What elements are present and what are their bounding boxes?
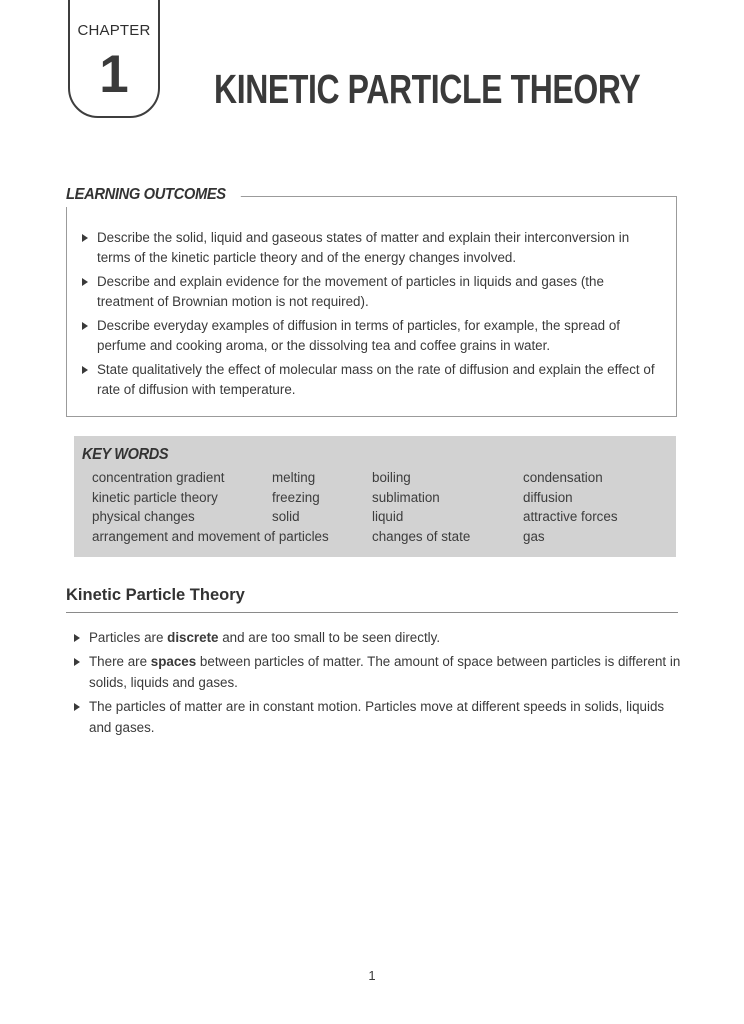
bullet-text-pre: Particles are [89,630,168,645]
outcome-text: Describe the solid, liquid and gaseous states of matter and explain their interconversion in terms of the kinetic particle theory and of the energy changes involved. [97,230,630,265]
learning-outcomes-section [66,186,677,417]
bullet-triangle-icon [74,658,80,666]
bullet-triangle-icon [82,278,88,286]
key-word: concentration gradient [92,470,225,485]
bullet-text [89,651,681,694]
chapter-badge [68,0,160,118]
key-words-box [74,436,676,557]
bullet-triangle-icon [82,366,88,374]
outcome-text: State qualitatively the effect of molecular mass on the rate of diffusion and explain the effect of rate of diffusion with temperature. [97,362,655,397]
key-word: diffusion [523,489,573,505]
bullet-item [73,651,681,694]
key-word: changes of state [372,528,471,544]
bullet-text-post: and are too small to be seen directly. [218,630,441,645]
bullet-triangle-icon [82,322,88,330]
key-word: melting [272,470,316,485]
outcome-item [81,360,662,399]
bullet-item [73,627,681,649]
key-word: liquid [372,509,404,524]
chapter-label: CHAPTER [77,22,151,39]
bullet-triangle-icon [74,634,80,642]
bullet-text [89,627,440,649]
key-word: freezing [272,489,320,505]
outcome-item [81,272,662,311]
body-bullet-list [73,627,681,741]
bullet-item [73,696,681,739]
bullet-text-pre: The particles of matter are in constant motion. Particles move at different speeds in solids, liquids and gases. [89,698,665,735]
bullet-triangle-icon [74,703,80,711]
outcome-text: Describe and explain evidence for the movement of particles in liquids and gases (the treatment of Brownian motion is not required). [97,274,604,309]
key-words-heading: KEY WORDS [82,446,169,463]
bullet-text [89,696,681,739]
key-word: gas [523,528,545,544]
outcome-text: Describe everyday examples of diffusion in terms of particles, for example, the spread of perfume and cooking aroma, or the dissolving tea and coffee grains in water. [97,318,620,353]
key-word: attractive forces [523,509,618,524]
chapter-title: KINETIC PARTICLE THEORY [214,66,641,112]
bullet-text-pre: There are [89,653,151,669]
outcome-item [81,228,662,267]
section-heading: Kinetic Particle Theory [66,586,678,613]
outcome-item [81,316,662,355]
key-word: physical changes [92,509,195,524]
bullet-triangle-icon [82,234,88,242]
key-words-grid [92,468,666,546]
chapter-number: 1 [99,45,129,104]
bullet-text-bold: discrete [167,630,219,645]
bullet-text-post: between particles of matter. The amount of space between particles is different in solids, liquids and gases. [89,653,681,690]
key-word: boiling [372,470,411,485]
key-word: solid [272,509,300,524]
page-number: 1 [368,968,376,983]
learning-outcomes-box [66,196,677,417]
learning-outcomes-heading: LEARNING OUTCOMES [66,186,240,207]
key-word: condensation [523,470,603,485]
key-word: sublimation [372,489,440,505]
bullet-text-bold: spaces [150,653,197,669]
key-word: arrangement and movement of particles [92,528,329,544]
key-word: kinetic particle theory [92,489,218,505]
